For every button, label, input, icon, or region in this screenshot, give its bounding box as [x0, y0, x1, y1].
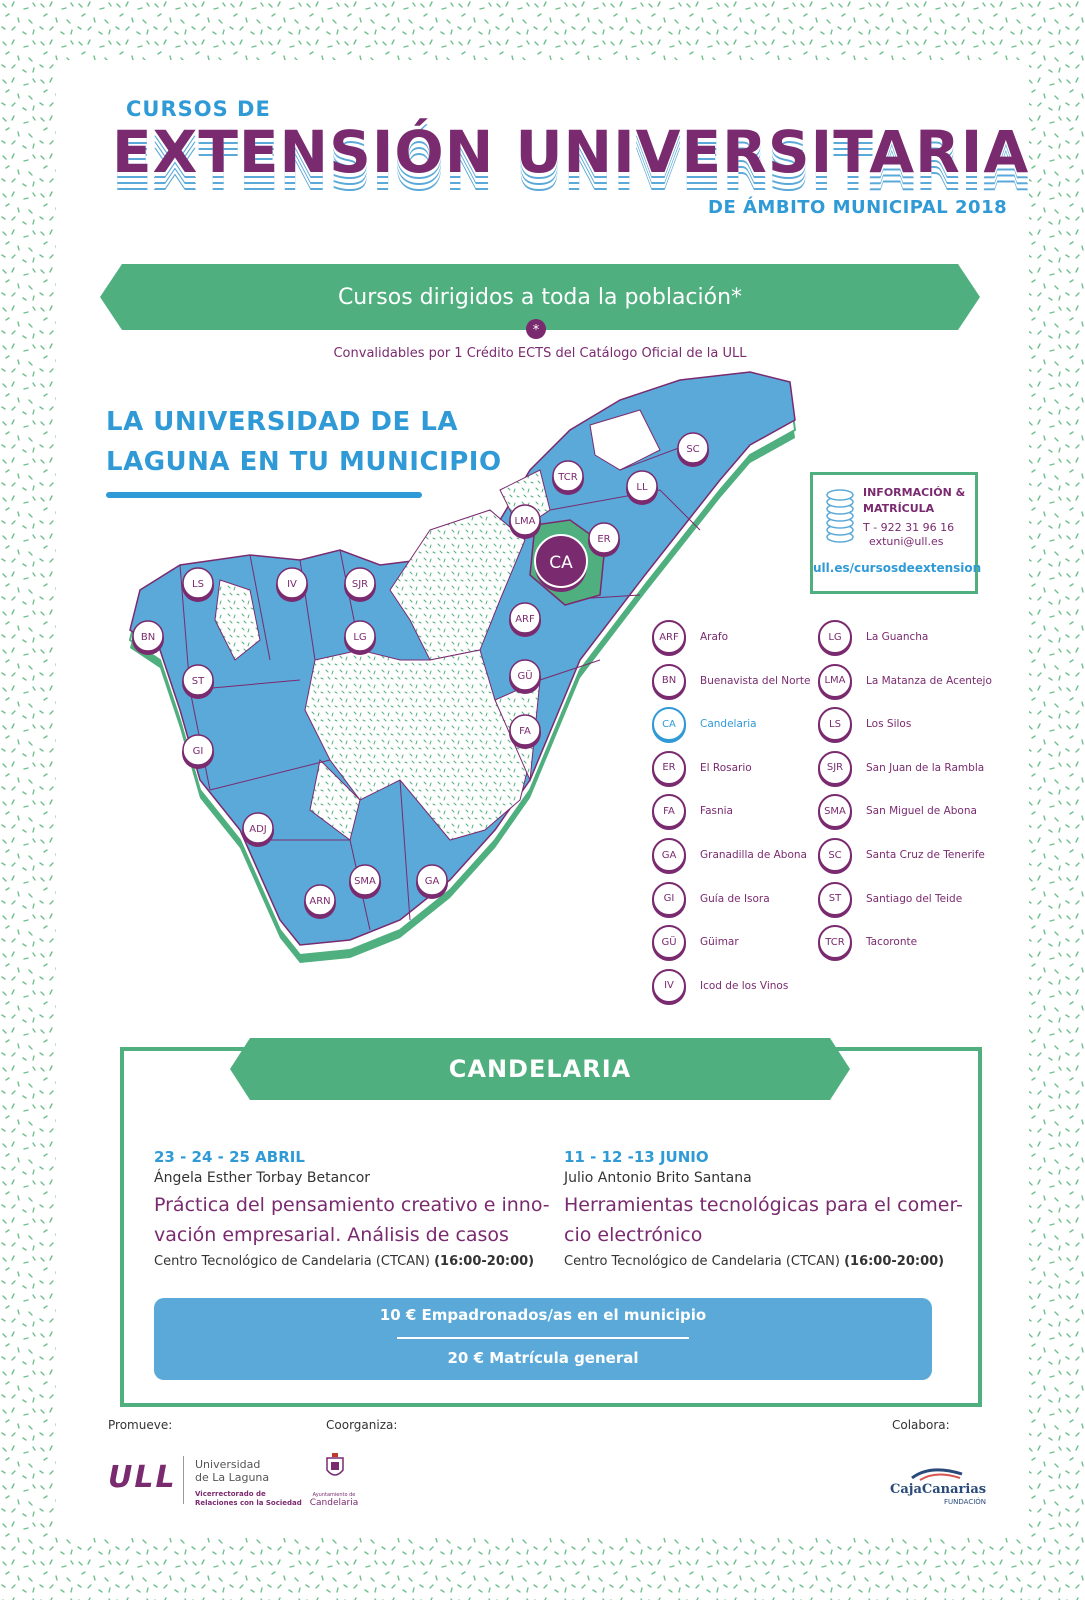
ects-note: Convalidables por 1 Crédito ECTS del Catálogo Oficial de la ULL: [333, 346, 747, 361]
header-subtitle: DE ÁMBITO MUNICIPAL 2018: [708, 197, 1008, 218]
map-marker-label: LL: [636, 482, 648, 493]
course-time: (16:00-20:00): [434, 1254, 535, 1269]
course-place-name: Centro Tecnológico de Candelaria (CTCAN): [154, 1254, 430, 1269]
legend-name: Santa Cruz de Tenerife: [866, 849, 985, 861]
map-marker-sma[interactable]: [349, 865, 381, 899]
map-marker-label: GA: [424, 876, 440, 887]
map-marker-iv[interactable]: [276, 568, 308, 602]
footer-coorganiza: Coorganiza:: [326, 1418, 398, 1432]
cajacanarias-wave-icon: [910, 1462, 964, 1482]
legend-name: Buenavista del Norte: [700, 674, 811, 687]
legend-item-sc: [818, 838, 985, 872]
legend-item-gü: [652, 925, 739, 959]
map-marker-bn[interactable]: [132, 621, 164, 655]
legend-name: Candelaria: [700, 718, 757, 731]
course-title-line1: Herramientas tecnológicas para el comer-: [564, 1194, 963, 1216]
map-marker-label: SC: [686, 444, 700, 455]
legend-badge: ARF: [652, 620, 686, 654]
map-marker-label: ER: [597, 534, 611, 545]
legend-badge: LMA: [818, 664, 852, 698]
banner-text: Cursos dirigidos a toda la población*: [337, 284, 743, 310]
course-teacher: Ángela Esther Torbay Betancor: [154, 1170, 371, 1186]
map-marker-label: LS: [192, 579, 204, 590]
info-email[interactable]: extuni@ull.es: [869, 535, 944, 548]
legend-badge: GA: [652, 838, 686, 872]
course-title-line1: Práctica del pensamiento creativo e inno-: [154, 1194, 550, 1216]
map-marker-label: SJR: [351, 579, 369, 590]
legend-name: Güimar: [700, 936, 739, 949]
map-marker-label: GÜ: [517, 671, 533, 682]
course-date: 23 - 24 - 25 ABRIL: [154, 1148, 305, 1166]
legend-item-gi: [652, 882, 770, 916]
course-date: 11 - 12 -13 JUNIO: [564, 1148, 709, 1166]
map-marker-sc[interactable]: [677, 433, 709, 467]
ull-name-line2: de La Laguna: [195, 1471, 270, 1484]
legend-item-er: [652, 751, 752, 785]
course-title: [564, 1190, 964, 1250]
legend-item-sjr: [818, 751, 984, 785]
legend-name: Fasnia: [700, 805, 733, 818]
map-marker-label: ST: [191, 676, 205, 687]
info-title: [863, 485, 965, 517]
map-marker-er[interactable]: [588, 523, 620, 557]
map-marker-label: LG: [353, 632, 367, 643]
legend-item-arf: [652, 620, 728, 654]
legend-badge: IV: [652, 969, 686, 1003]
info-phone: T - 922 31 96 16: [863, 521, 955, 534]
course-time: (16:00-20:00): [844, 1254, 945, 1269]
legend-name: San Juan de la Rambla: [866, 761, 985, 774]
legend-item-ca: [652, 707, 757, 741]
legend-item-lg: [818, 620, 928, 654]
map-marker-adj[interactable]: [242, 813, 274, 847]
ull-logo: ULL: [108, 1460, 177, 1495]
cajacanarias-logo: CajaCanarias: [890, 1482, 987, 1497]
ull-logo-divider: [183, 1456, 184, 1504]
ull-vicerrectorado: [195, 1490, 302, 1508]
footer-promueve: Promueve:: [108, 1418, 173, 1432]
course-place: [154, 1254, 554, 1269]
map-marker-label: SMA: [354, 876, 376, 887]
svg-text:CA: CA: [549, 553, 573, 573]
legend-item-fa: [652, 794, 733, 828]
map-marker-arf[interactable]: [509, 603, 541, 637]
map-marker-label: IV: [287, 579, 297, 590]
header-line1: CURSOS DE: [126, 97, 271, 121]
ull-vice-line2: Relaciones con la Sociedad: [195, 1499, 302, 1507]
map-marker-ls[interactable]: [182, 568, 214, 602]
candelaria-logo-small: Ayuntamiento de: [312, 1492, 356, 1498]
footer-colabora: Colabora:: [892, 1418, 950, 1432]
info-title-line2: MATRÍCULA: [863, 502, 935, 515]
legend-badge: SJR: [818, 751, 852, 785]
legend-badge: GÜ: [652, 925, 686, 959]
headline-line2: LAGUNA EN TU MUNICIPIO: [106, 447, 502, 477]
map-marker-gü[interactable]: [509, 660, 541, 694]
map-marker-label: TCR: [558, 472, 578, 483]
legend-name: Icod de los Vinos: [700, 979, 789, 992]
course-title-line2: vación empresarial. Análisis de casos: [154, 1224, 509, 1246]
legend-item-tcr: [818, 925, 917, 959]
map-marker-label: ARN: [309, 896, 331, 907]
map-marker-label: ADJ: [249, 824, 267, 835]
cajacanarias-sub: FUNDACIÓN: [944, 1498, 987, 1506]
section-title: CANDELARIA: [448, 1055, 632, 1083]
info-url[interactable]: ull.es/cursosdeextension: [813, 561, 982, 575]
price-divider: [397, 1337, 689, 1339]
course-card-1: [154, 1148, 554, 1269]
map-marker-arn[interactable]: [304, 885, 336, 919]
legend-badge: ER: [652, 751, 686, 785]
legend-item-bn: [652, 664, 810, 698]
legend-name: El Rosario: [700, 761, 752, 774]
map-marker-ll[interactable]: [626, 471, 658, 505]
ull-name: [195, 1458, 269, 1484]
map-marker-fa[interactable]: [509, 715, 541, 749]
legend-name: Santiago del Teide: [866, 892, 963, 905]
ull-name-line1: Universidad: [195, 1458, 261, 1471]
map-marker-lma[interactable]: [509, 505, 541, 539]
info-box: [810, 472, 982, 594]
legend-name: Los Silos: [866, 718, 912, 731]
legend-item-iv: [652, 969, 788, 1003]
legend-name: La Matanza de Acentejo: [866, 674, 992, 687]
price-general: 20 € Matrícula general: [447, 1349, 639, 1367]
map-marker-label: FA: [519, 726, 531, 737]
legend-item-ga: [652, 838, 807, 872]
course-place: [564, 1254, 964, 1269]
course-teacher: Julio Antonio Brito Santana: [564, 1170, 752, 1186]
header-title: EXTENSIÓN UNIVERSITARIA: [112, 118, 1030, 186]
map-marker-tcr[interactable]: [552, 461, 584, 495]
ull-vice-line1: Vicerrectorado de: [195, 1490, 266, 1498]
map-marker-lg[interactable]: [344, 621, 376, 655]
course-title-line2: cio electrónico: [564, 1224, 703, 1246]
candelaria-logo-text: [308, 1492, 360, 1508]
course-place-name: Centro Tecnológico de Candelaria (CTCAN): [564, 1254, 840, 1269]
legend-badge: CA: [652, 707, 686, 741]
legend-badge: SC: [818, 838, 852, 872]
map-marker-label: LMA: [514, 516, 536, 527]
legend-badge: LS: [818, 707, 852, 741]
info-title-line1: INFORMACIÓN &: [863, 486, 966, 499]
legend-name: La Guancha: [866, 631, 929, 643]
legend-name: Arafo: [700, 631, 729, 643]
stack-coins-icon: [825, 485, 855, 545]
map-marker-sjr[interactable]: [344, 568, 376, 602]
legend-badge: SMA: [818, 794, 852, 828]
map-marker-gi[interactable]: [182, 735, 214, 769]
legend-name: Guía de Isora: [700, 892, 770, 905]
legend-name: Granadilla de Abona: [700, 849, 807, 861]
svg-text:*: *: [532, 323, 540, 338]
legend-name: San Miguel de Abona: [866, 805, 977, 818]
map-marker-label: BN: [140, 632, 156, 643]
legend-item-lma: [818, 664, 992, 698]
legend-item-ls: [818, 707, 911, 741]
candelaria-crest-icon: [324, 1452, 346, 1482]
map-marker-label: GI: [192, 746, 204, 757]
headline-line1: LA UNIVERSIDAD DE LA: [106, 407, 459, 437]
legend-badge: TCR: [818, 925, 852, 959]
candelaria-logo-name: Candelaria: [309, 1498, 359, 1508]
legend-badge: BN: [652, 664, 686, 698]
legend-name: Tacoronte: [866, 936, 918, 949]
legend-badge: LG: [818, 620, 852, 654]
map-marker-st[interactable]: [182, 665, 214, 699]
map-marker-label: ARF: [515, 614, 535, 625]
legend-item-st: [818, 882, 962, 916]
course-title: [154, 1190, 554, 1250]
price-registered: 10 € Empadronados/as en el municipio: [379, 1306, 707, 1324]
legend-badge: GI: [652, 882, 686, 916]
legend-badge: ST: [818, 882, 852, 916]
legend-badge: FA: [652, 794, 686, 828]
legend-item-sma: [818, 794, 977, 828]
map-marker-ga[interactable]: [416, 865, 448, 899]
course-card-2: [564, 1148, 964, 1269]
